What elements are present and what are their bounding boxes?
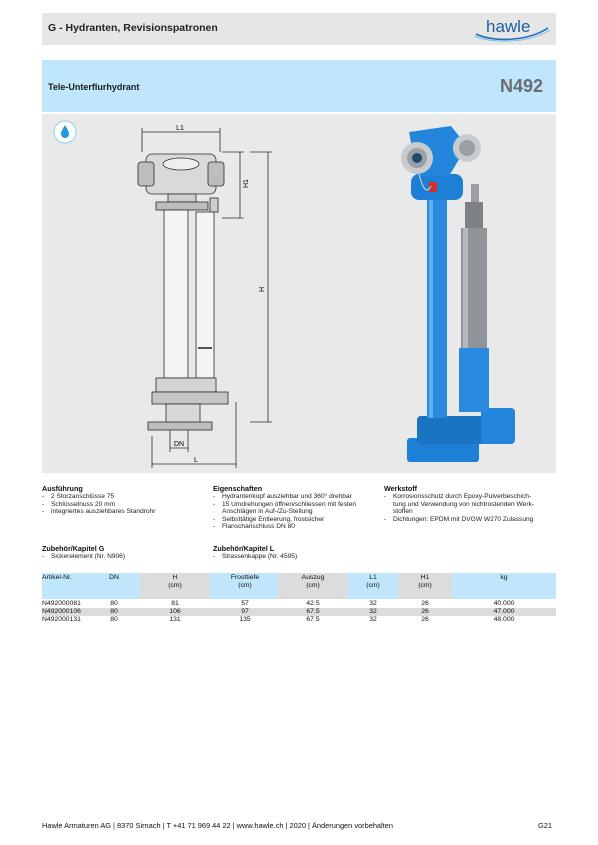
cell-dn: 80 [110,600,118,607]
list-item: - integriertes ausziehbares Standrohr [42,508,156,516]
table-row [42,616,556,624]
logo-text: hawle [486,17,531,36]
technical-drawing [130,122,290,472]
table-row [42,600,556,608]
col-header-h1: H1 (cm) [418,574,432,589]
table-header [42,574,556,600]
page-number: G21 [538,821,552,830]
cell-dn: 80 [110,616,118,623]
list-item: - Selbsttätige Entleerung, frostsicher [213,515,325,523]
section-heading: Zubehör/Kapitel G [42,544,105,553]
section-heading: Werkstoff [384,484,418,493]
col-header-kg: kg [500,574,508,581]
cell-artikel: N492000081 [42,600,81,607]
cell-h: 81 [171,600,179,607]
cell-l1: 32 [369,616,377,623]
col-header-frosttiefe: Frosttiefe (cm) [230,574,260,589]
col-header-l1: L1 (cm) [366,574,380,589]
cell-artikel: N492000131 [42,616,81,623]
dim-l1: L1 [176,125,184,132]
cell-h1: 26 [421,608,429,615]
col-header-artikel: Artikel-Nr. [42,574,72,581]
footer-text: Hawle Armaturen AG | 8370 Sirnach | T +41 71 969 44 22 | www.hawle.ch | 2020 | Änderungen vorbehalten [42,821,393,830]
product-title: Tele-Unterflurhydrant [48,82,140,92]
dim-dn: DN [173,441,185,448]
cell-h: 106 [169,608,181,615]
table-row [42,608,556,616]
dim-h: H [259,286,266,292]
list-item: - Flanschanschluss DN 80 [213,523,295,531]
list-item: - 15 Umdrehungen öffnen/schliessen mit festen [213,500,357,508]
section-heading: Ausführung [42,484,83,493]
chapter-title: G - Hydranten, Revisionspatronen [48,22,218,34]
section-eigenschaften [213,484,383,531]
list-item: - Sickerelement (Nr. N906) [42,553,126,560]
section-zubehoer-l [213,544,383,561]
section-zubehoer-g [42,544,202,561]
dim-h1: H1 [243,179,250,188]
list-item: - Hydrantenkopf ausziehbar und 360° drehbar [213,493,352,500]
col-header-dn: DN [109,574,119,581]
section-heading: Eigenschaften [213,484,263,493]
section-werkstoff [384,484,556,523]
cell-frosttiefe: 57 [241,600,249,607]
cell-l1: 32 [369,600,377,607]
product-code: N492 [500,76,544,96]
cell-kg: 48.000 [493,616,515,623]
cell-l1: 32 [369,608,377,615]
cell-kg: 40.000 [493,600,515,607]
product-photo [385,118,535,472]
cell-h1: 26 [421,600,429,607]
list-item-continuation: tung und Verwendung von nichtrostenden Werk- [393,500,535,508]
col-header-auszug: Auszug (cm) [301,574,325,589]
cell-kg: 47.000 [493,608,515,615]
list-item-continuation: stoffen [393,508,413,516]
section-ausfuehrung [42,484,202,516]
col-header-h: H (cm) [168,574,182,589]
cell-h1: 26 [421,616,429,623]
dim-l: L [194,457,198,464]
cell-frosttiefe: 135 [239,616,251,623]
cell-auszug: 67.5 [306,608,320,615]
cell-dn: 80 [110,608,118,615]
list-item: - Korrosionsschutz durch Epoxy-Pulverbeschich- [384,493,532,500]
cell-auszug: 42.5 [306,600,320,607]
cell-auszug: 67.5 [306,616,320,623]
list-item: - 2 Storzanschlüsse 75 [42,493,115,500]
cell-frosttiefe: 97 [241,608,249,615]
list-item: - Dichtungen: EPDM mit DVGW W270 Zulassung [384,515,534,523]
list-item-continuation: Anschlägen in Auf-/Zu-Stellung [222,508,313,516]
water-drop-icon [53,120,77,144]
list-item: - Strassenkappe (Nr. 4595) [213,553,298,560]
cell-artikel: N492000106 [42,608,81,615]
hawle-logo [472,14,552,42]
list-item: - Schlüsselnuss 20 mm [42,500,116,508]
section-heading: Zubehör/Kapitel L [213,544,275,553]
cell-h: 131 [169,616,181,623]
